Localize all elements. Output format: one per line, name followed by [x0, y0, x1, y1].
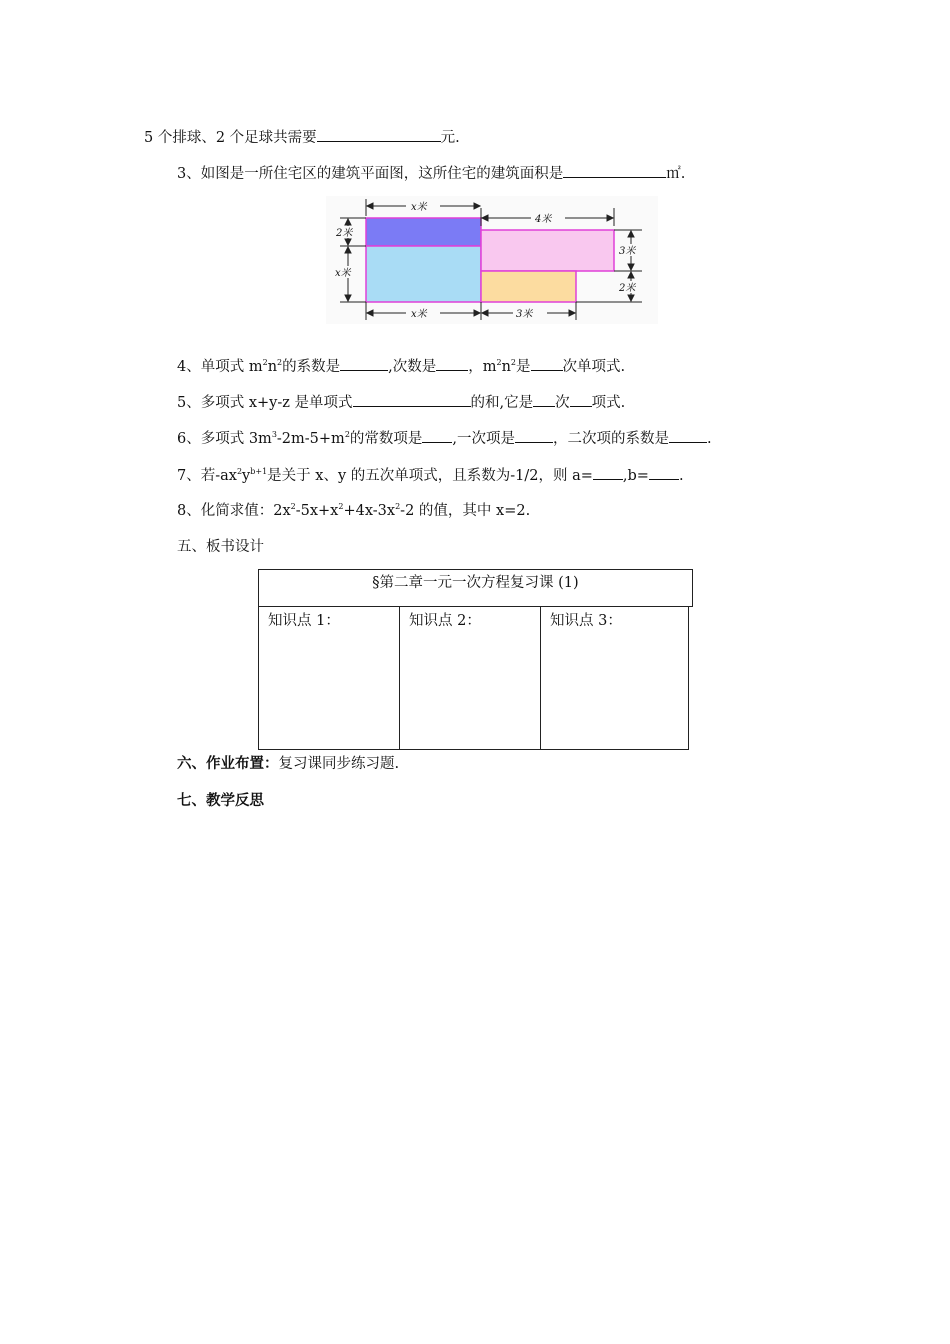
room-purple [366, 218, 481, 246]
question-8: 8、化简求值：$2x^2-5x+x^2+4x-3x^2-2$ 的值，其中 x=2. [177, 502, 531, 519]
answer-blank[interactable] [570, 392, 592, 407]
answer-blank[interactable] [515, 428, 553, 443]
answer-blank[interactable] [531, 356, 563, 371]
q2-tail: 5 个排球、2 个足球共需要 元. [144, 127, 460, 148]
label-bottom-right: 3米 [516, 309, 533, 320]
label-bottom-left: x米 [411, 309, 427, 320]
label-left-top: 2米 [336, 228, 353, 239]
answer-blank[interactable] [533, 392, 555, 407]
label-top-right: 4米 [535, 214, 552, 225]
label-right-top: 3米 [619, 246, 636, 257]
question-7: 7、若$-ax^2y^{b+1}$是关于 x、y 的五次单项式，且系数为-1/2，则 a= ,b= . [177, 467, 684, 484]
floor-plan-figure [326, 196, 658, 324]
room-peach [481, 271, 576, 302]
board-title: §第二章一元一次方程复习课 (1) [372, 575, 579, 591]
label-right-bottom: 2米 [619, 283, 636, 294]
section-6 [177, 754, 399, 774]
answer-blank[interactable] [563, 163, 666, 178]
answer-blank[interactable] [436, 356, 468, 371]
section-6-text: 复习课同步练习题. [278, 756, 400, 772]
answer-blank[interactable] [649, 465, 679, 480]
answer-blank[interactable] [353, 392, 471, 407]
label-left-bottom: x米 [335, 268, 351, 279]
section-7-heading: 七、教学反思 [177, 793, 264, 809]
board-cell-3: 知识点 3： [550, 613, 622, 629]
answer-blank[interactable] [317, 127, 441, 142]
room-pink [481, 230, 614, 271]
section-6-label: 六、作业布置： [177, 756, 279, 772]
board-cell-2: 知识点 2： [400, 606, 541, 749]
answer-blank[interactable] [669, 428, 707, 443]
board-cell-1: 知识点 1： [259, 606, 400, 749]
board-grid [258, 606, 689, 750]
label-top-left: x米 [411, 202, 427, 213]
question-5: 5、多项式 x+y-z 是单项式 的和,它是 次 项式. [177, 392, 625, 413]
question-4: 4、单项式 $m^2n^2$的系数是 ,次数是 ，$m^2n^2$是 次单项式. [177, 358, 626, 375]
answer-blank[interactable] [593, 465, 623, 480]
question-3: 3、如图是一所住宅区的建筑平面图，这所住宅的建筑面积是 ㎡. [177, 163, 685, 184]
room-light-blue [366, 246, 481, 302]
answer-blank[interactable] [422, 428, 452, 443]
answer-blank[interactable] [340, 356, 388, 371]
question-6: 6、多项式 $3m^3-2m-5+m^2$的常数项是 ,一次项是 ，二次项的系数是 . [177, 430, 712, 447]
section-5-heading: 五、板书设计 [177, 539, 264, 555]
